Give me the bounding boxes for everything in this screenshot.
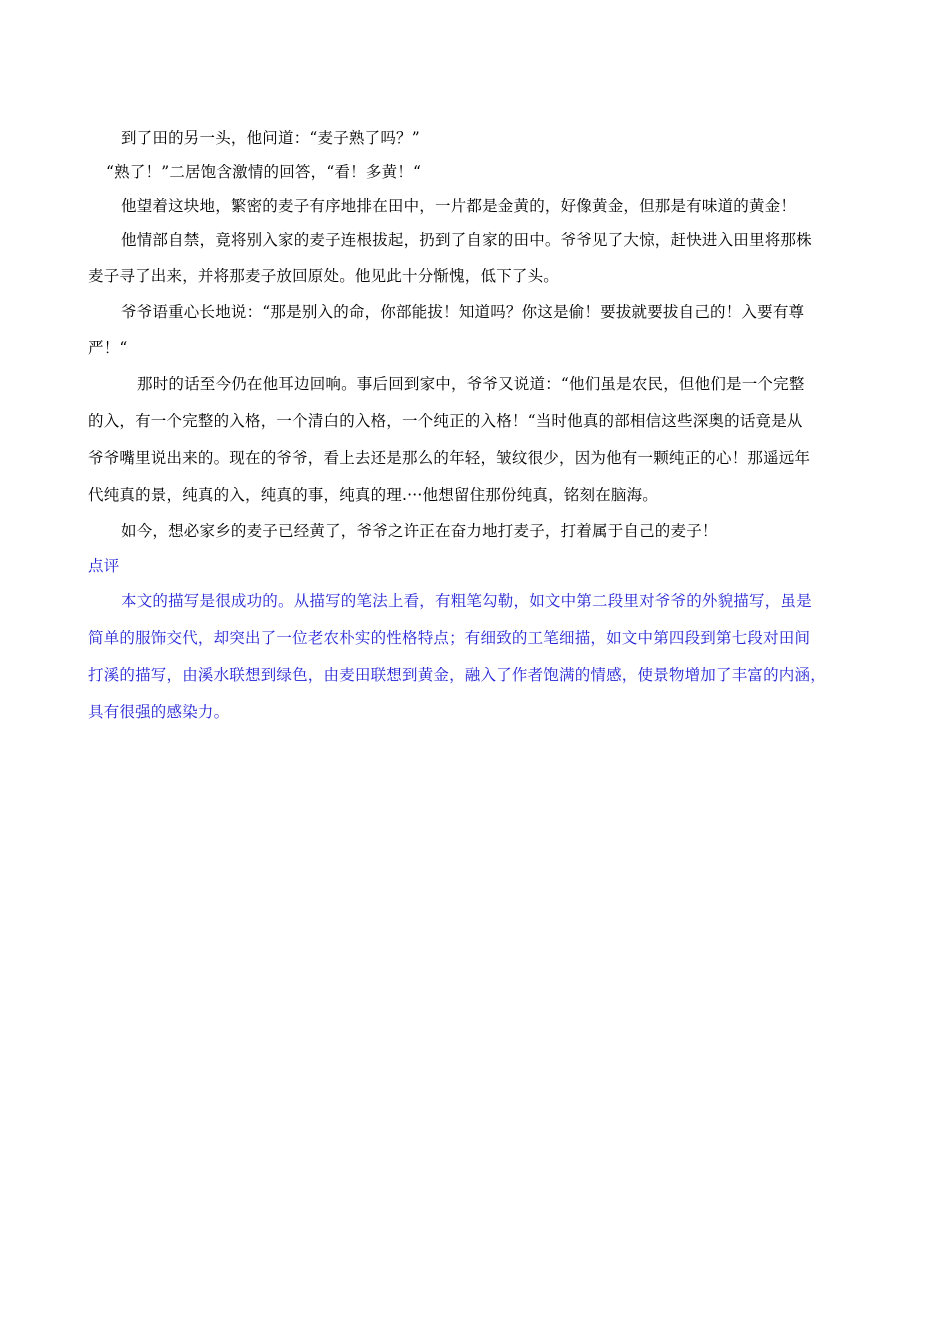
story-line-5: 麦子寻了出来，并将那麦子放回原处。他见此十分惭愧，低下了头。 xyxy=(88,267,560,285)
story-line-8: 那时的话至今仍在他耳边回响。事后回到家中，爷爷又说道：“他们虽是农民，但他们是一个完整 xyxy=(137,375,805,393)
story-line-9: 的入，有一个完整的入格，一个清白的入格，一个纯正的入格！“当时他真的部相信这些深奥的话竟是从 xyxy=(88,412,803,430)
story-line-2: “熟了！”二居饱含激情的回答，“看！多黄！“ xyxy=(106,163,422,181)
review-heading: 点评 xyxy=(88,557,120,575)
story-line-10: 爷爷嘴里说出来的。现在的爷爷，看上去还是那么的年轻，皱纹很少，因为他有一颗纯正的心！那遥远年 xyxy=(88,449,811,467)
story-line-3: 他望着这块地，繁密的麦子有序地排在田中，一片都是金黄的，好像黄金，但那是有味道的黄金！ xyxy=(121,197,797,215)
story-line-7: 严！“ xyxy=(88,339,128,357)
review-line-4: 具有很强的感染力。 xyxy=(88,703,230,721)
review-line-2: 简单的服饰交代，却突出了一位老农朴实的性格特点；有细致的工笔细描，如文中第四段到第七段对田间 xyxy=(88,629,811,647)
review-line-1: 本文的描写是很成功的。从描写的笔法上看，有粗笔勾勒，如文中第二段里对爷爷的外貌描写，虽是 xyxy=(121,592,812,610)
story-line-11: 代纯真的景，纯真的入，纯真的事，纯真的理.···他想留住那份纯真，铭刻在脑海。 xyxy=(88,486,659,504)
story-line-1: 到了田的另一头，他问道：“麦子熟了吗？” xyxy=(121,129,420,147)
story-line-6: 爷爷语重心长地说：“那是别入的命，你部能拔！知道吗？你这是偷！要拔就要拔自己的！入要有尊 xyxy=(121,303,805,321)
review-line-3: 打溪的描写，由溪水联想到绿色，由麦田联想到黄金，融入了作者饱满的情感，使景物增加了丰富的内涵， xyxy=(88,666,826,684)
story-line-4: 他情部自禁，竟将别入家的麦子连根拔起，扔到了自家的田中。爷爷见了大惊，赶快进入田里将那株 xyxy=(121,231,812,249)
story-line-12: 如今，想必家乡的麦子已经黄了，爷爷之许正在奋力地打麦子，打着属于自己的麦子！ xyxy=(121,522,718,540)
